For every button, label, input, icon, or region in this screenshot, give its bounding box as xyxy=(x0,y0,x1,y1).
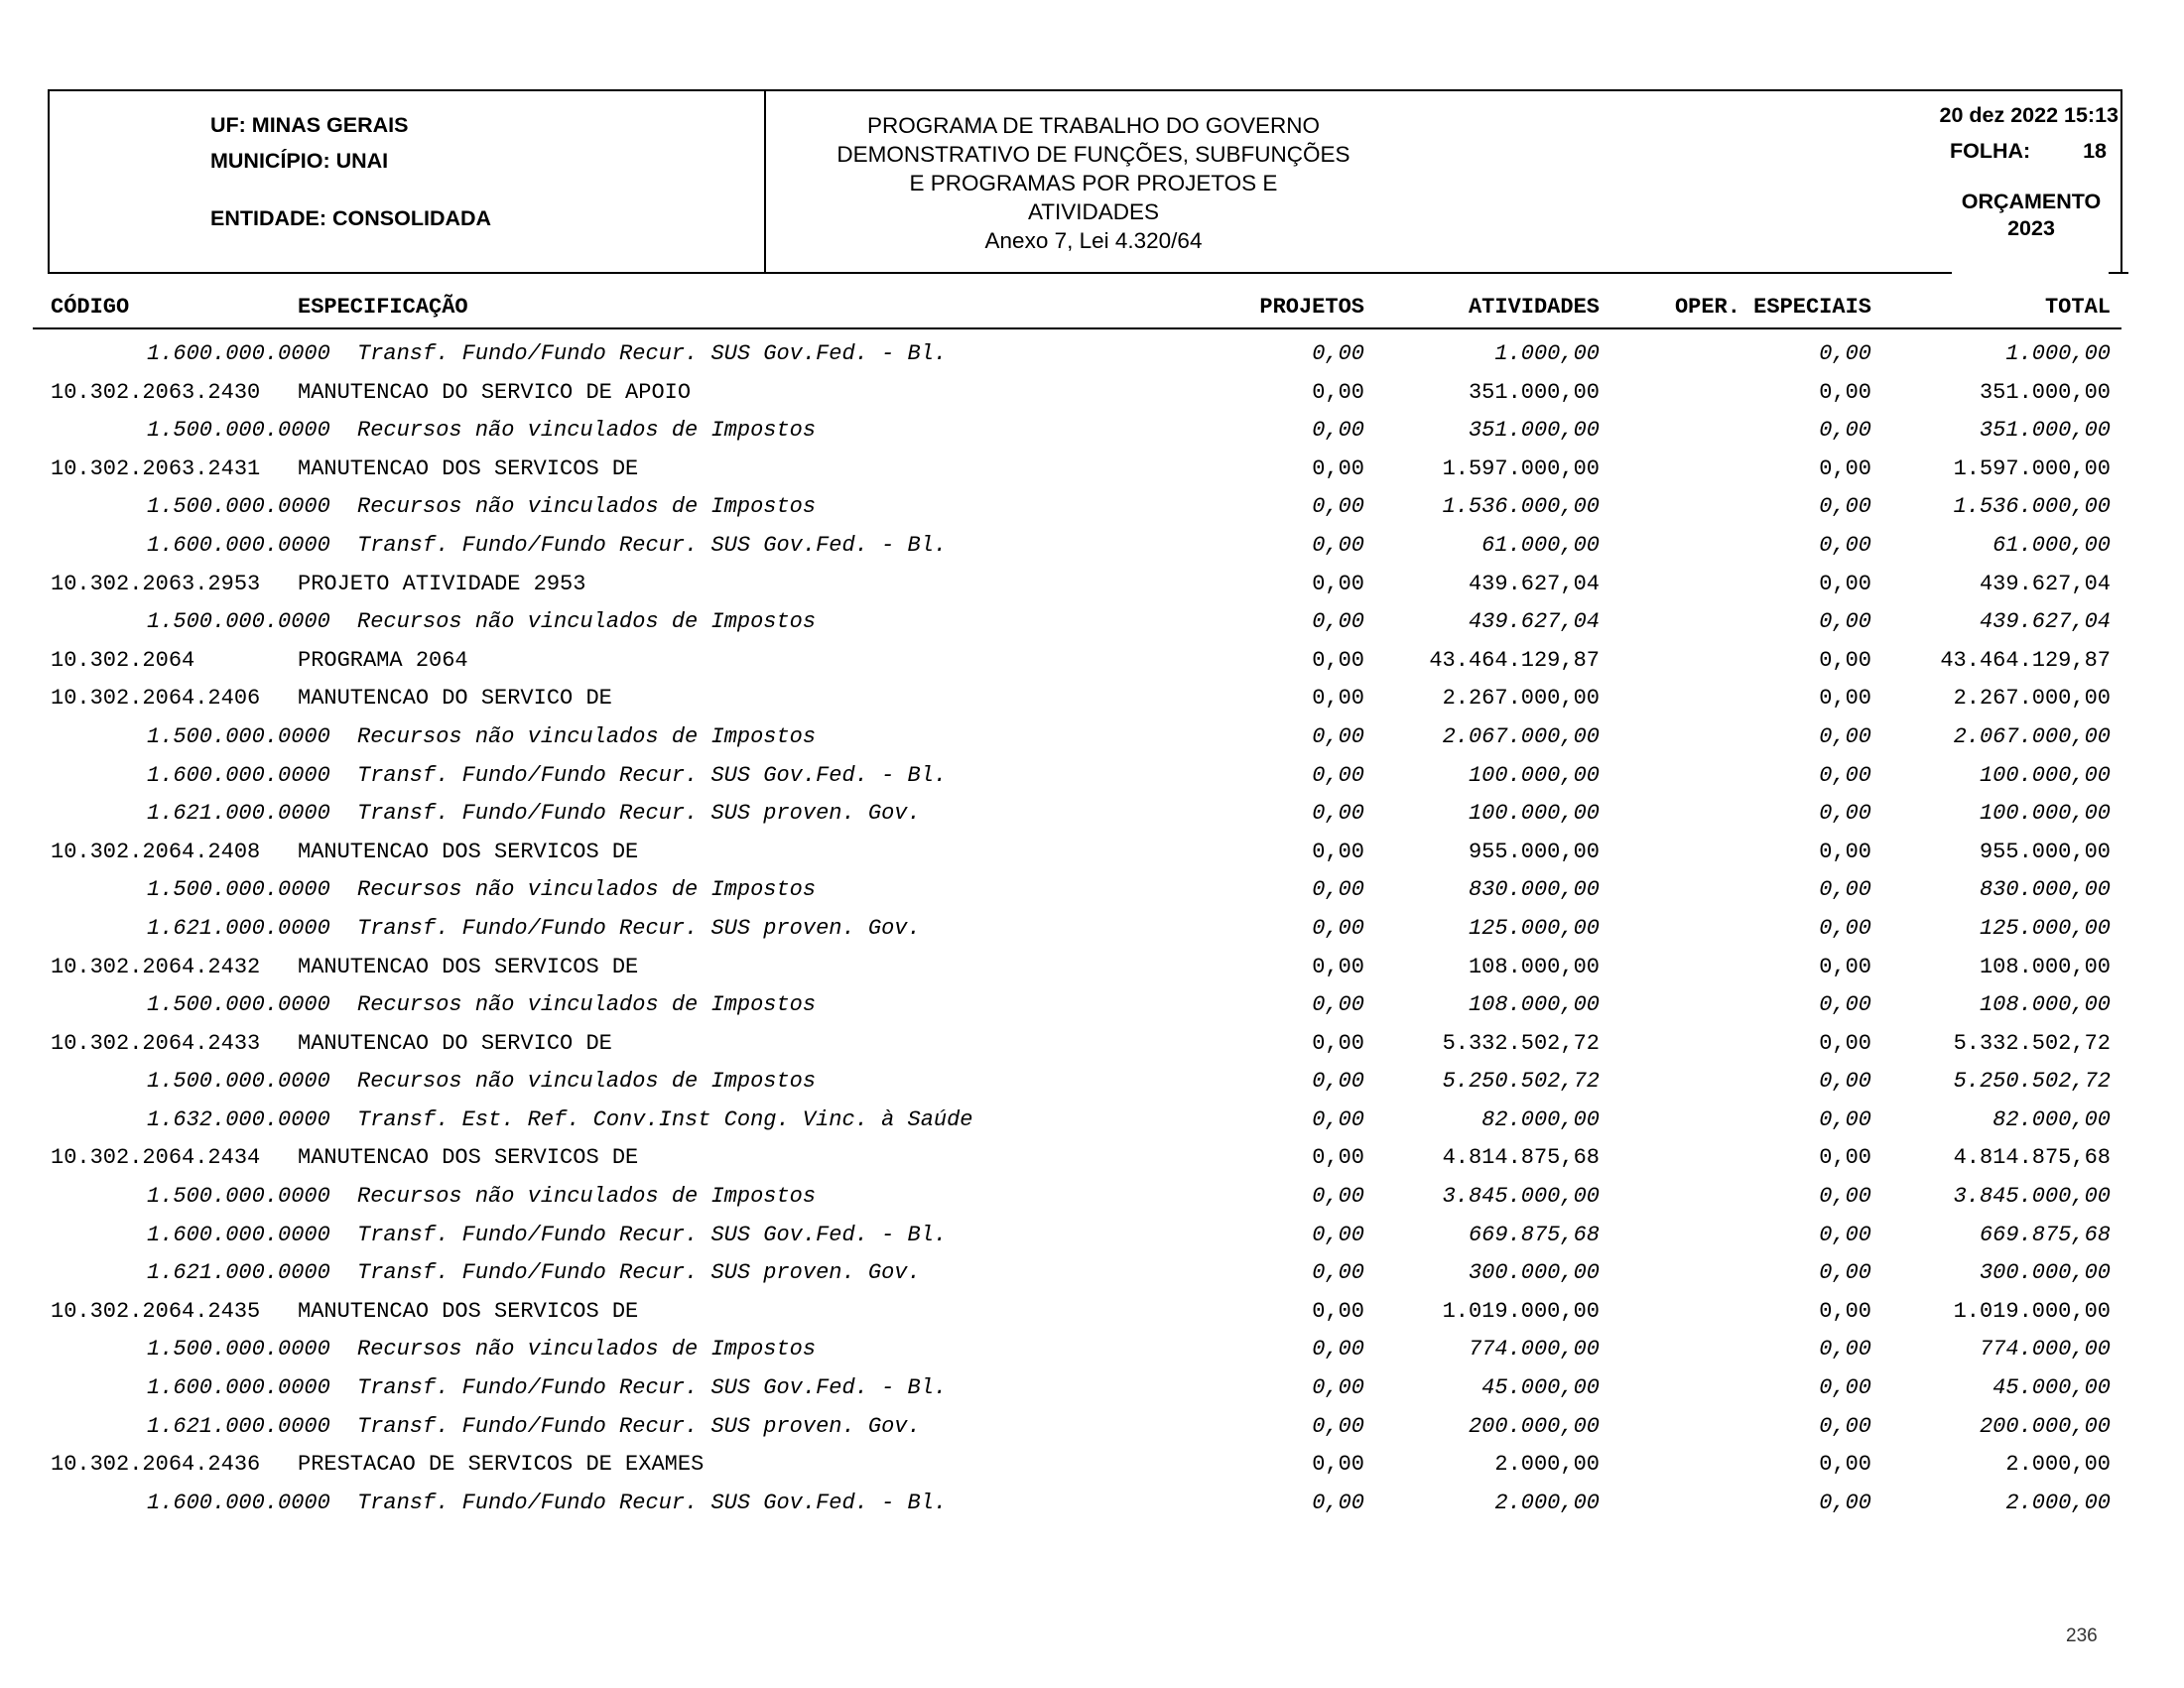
row-spec-cell xyxy=(33,1139,1141,1178)
table-row xyxy=(33,871,2121,910)
row-especificacao: Transf. Fundo/Fundo Recur. SUS Gov.Fed. - Bl. xyxy=(357,1375,948,1401)
row-especificacao: Transf. Fundo/Fundo Recur. SUS Gov.Fed. - Bl. xyxy=(357,1222,948,1247)
row-oper-especiais-value: 0,00 xyxy=(1819,609,1871,635)
row-spec-cell xyxy=(33,1025,1141,1064)
row-oper-especiais-value: 0,00 xyxy=(1819,1222,1871,1247)
row-spec-cell xyxy=(33,949,1141,987)
row-oper-especiais-value: 0,00 xyxy=(1819,1069,1871,1095)
row-oper-especiais-value: 0,00 xyxy=(1819,686,1871,712)
row-atividades-value: 1.536.000,00 xyxy=(1442,494,1600,520)
report-title xyxy=(766,111,1421,255)
row-projetos-value: 0,00 xyxy=(1312,877,1364,903)
row-spec-cell xyxy=(33,680,1141,718)
row-especificacao: MANUTENCAO DO SERVICO DE APOIO xyxy=(298,379,692,405)
table-row xyxy=(33,488,2121,527)
row-total-value: 955.000,00 xyxy=(1979,839,2111,864)
column-header-projetos: PROJETOS xyxy=(1259,295,1364,320)
row-projetos-value: 0,00 xyxy=(1312,1452,1364,1478)
row-oper-especiais-value: 0,00 xyxy=(1819,992,1871,1018)
entidade-label: ENTIDADE: CONSOLIDADA xyxy=(210,206,492,230)
row-total-value: 1.597.000,00 xyxy=(1953,455,2111,481)
row-atividades-value: 300.000,00 xyxy=(1468,1260,1600,1286)
table-row xyxy=(33,566,2121,604)
row-oper-especiais-value: 0,00 xyxy=(1819,954,1871,979)
table-header-row xyxy=(33,295,2121,329)
row-atividades-value: 2.000,00 xyxy=(1494,1452,1600,1478)
row-total-value: 1.019.000,00 xyxy=(1953,1298,2111,1324)
table-row xyxy=(33,986,2121,1025)
entity-info-block xyxy=(210,107,491,236)
row-oper-especiais-value: 0,00 xyxy=(1819,915,1871,941)
row-total-value: 100.000,00 xyxy=(1979,801,2111,827)
row-atividades-value: 125.000,00 xyxy=(1468,915,1600,941)
row-spec-cell xyxy=(33,335,1141,374)
report-title-line5: Anexo 7, Lei 4.320/64 xyxy=(984,228,1203,253)
row-projetos-value: 0,00 xyxy=(1312,609,1364,635)
row-oper-especiais-value: 0,00 xyxy=(1819,1106,1871,1132)
table-row xyxy=(33,1331,2121,1369)
row-total-value: 61.000,00 xyxy=(1992,532,2111,558)
report-title-line4: ATIVIDADES xyxy=(1027,199,1160,224)
row-especificacao: PRESTACAO DE SERVICOS DE EXAMES xyxy=(298,1452,705,1478)
row-total-value: 774.000,00 xyxy=(1979,1337,2111,1363)
row-code: 1.621.000.0000 xyxy=(147,1260,330,1286)
header-bottom-rule xyxy=(48,272,1952,274)
row-oper-especiais-value: 0,00 xyxy=(1819,1260,1871,1286)
row-atividades-value: 4.814.875,68 xyxy=(1442,1145,1600,1171)
row-projetos-value: 0,00 xyxy=(1312,647,1364,673)
row-atividades-value: 108.000,00 xyxy=(1468,954,1600,979)
row-projetos-value: 0,00 xyxy=(1312,532,1364,558)
row-total-value: 439.627,04 xyxy=(1979,609,2111,635)
row-code: 10.302.2064.2432 xyxy=(51,954,261,979)
row-spec-cell xyxy=(33,1293,1141,1332)
orcamento-block xyxy=(1947,189,2116,242)
row-atividades-value: 82.000,00 xyxy=(1481,1106,1600,1132)
row-projetos-value: 0,00 xyxy=(1312,954,1364,979)
row-spec-cell xyxy=(33,757,1141,796)
row-code: 1.600.000.0000 xyxy=(147,341,330,366)
row-atividades-value: 3.845.000,00 xyxy=(1442,1184,1600,1210)
row-oper-especiais-value: 0,00 xyxy=(1819,1337,1871,1363)
row-total-value: 45.000,00 xyxy=(1992,1375,2111,1401)
row-code: 1.632.000.0000 xyxy=(147,1106,330,1132)
page-number: 236 xyxy=(2066,1625,2098,1646)
row-atividades-value: 61.000,00 xyxy=(1481,532,1600,558)
row-oper-especiais-value: 0,00 xyxy=(1819,1413,1871,1439)
row-total-value: 43.464.129,87 xyxy=(1940,647,2111,673)
row-projetos-value: 0,00 xyxy=(1312,1030,1364,1056)
table-row xyxy=(33,412,2121,451)
row-code: 10.302.2063.2430 xyxy=(51,379,261,405)
row-atividades-value: 669.875,68 xyxy=(1468,1222,1600,1247)
row-oper-especiais-value: 0,00 xyxy=(1819,647,1871,673)
row-especificacao: Recursos não vinculados de Impostos xyxy=(357,1337,817,1363)
row-spec-cell xyxy=(33,1063,1141,1102)
row-spec-cell xyxy=(33,834,1141,872)
table-row xyxy=(33,1293,2121,1332)
row-code: 10.302.2064.2436 xyxy=(51,1452,261,1478)
column-header-atividades: ATIVIDADES xyxy=(1468,295,1600,320)
row-code: 10.302.2064.2406 xyxy=(51,686,261,712)
folha-row xyxy=(1950,139,2107,164)
row-total-value: 300.000,00 xyxy=(1979,1260,2111,1286)
row-oper-especiais-value: 0,00 xyxy=(1819,379,1871,405)
row-especificacao: MANUTENCAO DOS SERVICOS DE xyxy=(298,954,639,979)
row-total-value: 351.000,00 xyxy=(1979,418,2111,444)
table-row xyxy=(33,1217,2121,1255)
row-total-value: 1.536.000,00 xyxy=(1953,494,2111,520)
row-oper-especiais-value: 0,00 xyxy=(1819,801,1871,827)
row-total-value: 669.875,68 xyxy=(1979,1222,2111,1247)
row-code: 1.500.000.0000 xyxy=(147,609,330,635)
row-code: 1.600.000.0000 xyxy=(147,532,330,558)
row-oper-especiais-value: 0,00 xyxy=(1819,1298,1871,1324)
row-projetos-value: 0,00 xyxy=(1312,1490,1364,1515)
row-total-value: 5.332.502,72 xyxy=(1953,1030,2111,1056)
table-row xyxy=(33,1408,2121,1447)
row-atividades-value: 100.000,00 xyxy=(1468,762,1600,788)
row-atividades-value: 108.000,00 xyxy=(1468,992,1600,1018)
row-code: 10.302.2064 xyxy=(51,647,195,673)
row-especificacao: Recursos não vinculados de Impostos xyxy=(357,723,817,749)
row-total-value: 5.250.502,72 xyxy=(1953,1069,2111,1095)
table-row xyxy=(33,757,2121,796)
row-projetos-value: 0,00 xyxy=(1312,1260,1364,1286)
row-especificacao: Recursos não vinculados de Impostos xyxy=(357,609,817,635)
row-atividades-value: 45.000,00 xyxy=(1481,1375,1600,1401)
row-code: 1.600.000.0000 xyxy=(147,1490,330,1515)
row-especificacao: Recursos não vinculados de Impostos xyxy=(357,1069,817,1095)
row-spec-cell xyxy=(33,1408,1141,1447)
row-spec-cell xyxy=(33,527,1141,566)
table-row xyxy=(33,1446,2121,1485)
table-row xyxy=(33,1485,2121,1523)
row-especificacao: PROJETO ATIVIDADE 2953 xyxy=(298,571,586,596)
row-especificacao: MANUTENCAO DOS SERVICOS DE xyxy=(298,839,639,864)
row-atividades-value: 1.019.000,00 xyxy=(1442,1298,1600,1324)
row-projetos-value: 0,00 xyxy=(1312,1106,1364,1132)
row-oper-especiais-value: 0,00 xyxy=(1819,1452,1871,1478)
row-total-value: 4.814.875,68 xyxy=(1953,1145,2111,1171)
row-oper-especiais-value: 0,00 xyxy=(1819,418,1871,444)
row-especificacao: Transf. Fundo/Fundo Recur. SUS Gov.Fed. - Bl. xyxy=(357,341,948,366)
row-atividades-value: 43.464.129,87 xyxy=(1429,647,1600,673)
row-spec-cell xyxy=(33,603,1141,642)
row-projetos-value: 0,00 xyxy=(1312,1145,1364,1171)
row-especificacao: Recursos não vinculados de Impostos xyxy=(357,992,817,1018)
row-projetos-value: 0,00 xyxy=(1312,1413,1364,1439)
row-projetos-value: 0,00 xyxy=(1312,801,1364,827)
row-spec-cell xyxy=(33,1446,1141,1485)
budget-table xyxy=(33,295,2121,1522)
table-row xyxy=(33,335,2121,374)
row-total-value: 439.627,04 xyxy=(1979,571,2111,596)
row-atividades-value: 5.332.502,72 xyxy=(1442,1030,1600,1056)
row-total-value: 351.000,00 xyxy=(1979,379,2111,405)
row-especificacao: Recursos não vinculados de Impostos xyxy=(357,494,817,520)
row-total-value: 108.000,00 xyxy=(1979,954,2111,979)
row-oper-especiais-value: 0,00 xyxy=(1819,571,1871,596)
row-spec-cell xyxy=(33,910,1141,949)
row-spec-cell xyxy=(33,1369,1141,1408)
row-spec-cell xyxy=(33,986,1141,1025)
row-spec-cell xyxy=(33,374,1141,413)
row-projetos-value: 0,00 xyxy=(1312,379,1364,405)
row-especificacao: PROGRAMA 2064 xyxy=(298,647,468,673)
row-oper-especiais-value: 0,00 xyxy=(1819,1490,1871,1515)
table-row xyxy=(33,718,2121,757)
row-code: 1.600.000.0000 xyxy=(147,1375,330,1401)
column-header-especificacao: ESPECIFICAÇÃO xyxy=(298,295,468,320)
table-row xyxy=(33,949,2121,987)
row-atividades-value: 2.067.000,00 xyxy=(1442,723,1600,749)
row-code: 1.500.000.0000 xyxy=(147,992,330,1018)
row-projetos-value: 0,00 xyxy=(1312,494,1364,520)
row-spec-cell xyxy=(33,795,1141,834)
row-especificacao: MANUTENCAO DO SERVICO DE xyxy=(298,686,612,712)
table-body xyxy=(33,335,2121,1522)
row-code: 1.500.000.0000 xyxy=(147,723,330,749)
row-total-value: 2.067.000,00 xyxy=(1953,723,2111,749)
table-row xyxy=(33,374,2121,413)
row-oper-especiais-value: 0,00 xyxy=(1819,532,1871,558)
row-atividades-value: 100.000,00 xyxy=(1468,801,1600,827)
row-spec-cell xyxy=(33,566,1141,604)
header-bottom-rule-tick xyxy=(2109,272,2128,274)
row-especificacao: MANUTENCAO DOS SERVICOS DE xyxy=(298,1298,639,1324)
row-atividades-value: 439.627,04 xyxy=(1468,571,1600,596)
row-spec-cell xyxy=(33,718,1141,757)
report-header-box xyxy=(48,89,2122,274)
row-oper-especiais-value: 0,00 xyxy=(1819,1145,1871,1171)
row-projetos-value: 0,00 xyxy=(1312,341,1364,366)
row-oper-especiais-value: 0,00 xyxy=(1819,839,1871,864)
row-spec-cell xyxy=(33,1217,1141,1255)
row-oper-especiais-value: 0,00 xyxy=(1819,1375,1871,1401)
row-oper-especiais-value: 0,00 xyxy=(1819,877,1871,903)
table-header-left xyxy=(33,295,1141,320)
municipio-label: MUNICÍPIO: UNAI xyxy=(210,149,389,173)
row-spec-cell xyxy=(33,1178,1141,1217)
row-atividades-value: 774.000,00 xyxy=(1468,1337,1600,1363)
row-spec-cell xyxy=(33,1485,1141,1523)
report-title-line3: E PROGRAMAS POR PROJETOS E xyxy=(909,171,1278,195)
row-projetos-value: 0,00 xyxy=(1312,839,1364,864)
row-spec-cell xyxy=(33,1102,1141,1140)
row-code: 10.302.2063.2431 xyxy=(51,455,261,481)
table-row xyxy=(33,527,2121,566)
row-projetos-value: 0,00 xyxy=(1312,915,1364,941)
table-row xyxy=(33,451,2121,489)
print-datetime: 20 dez 2022 15:13 xyxy=(1939,103,2119,127)
row-projetos-value: 0,00 xyxy=(1312,418,1364,444)
folha-value: 18 xyxy=(2083,139,2107,163)
row-total-value: 82.000,00 xyxy=(1992,1106,2111,1132)
table-row xyxy=(33,834,2121,872)
table-row xyxy=(33,910,2121,949)
table-row xyxy=(33,680,2121,718)
row-atividades-value: 200.000,00 xyxy=(1468,1413,1600,1439)
row-spec-cell xyxy=(33,412,1141,451)
row-total-value: 3.845.000,00 xyxy=(1953,1184,2111,1210)
row-especificacao: MANUTENCAO DOS SERVICOS DE xyxy=(298,1145,639,1171)
row-especificacao: Transf. Fundo/Fundo Recur. SUS Gov.Fed. - Bl. xyxy=(357,1490,948,1515)
row-total-value: 2.000,00 xyxy=(2005,1452,2111,1478)
row-projetos-value: 0,00 xyxy=(1312,1337,1364,1363)
row-spec-cell xyxy=(33,871,1141,910)
orcamento-year: 2023 xyxy=(2007,216,2055,240)
row-projetos-value: 0,00 xyxy=(1312,455,1364,481)
row-spec-cell xyxy=(33,1254,1141,1293)
table-row xyxy=(33,1139,2121,1178)
table-row xyxy=(33,1178,2121,1217)
row-especificacao: Transf. Fundo/Fundo Recur. SUS proven. Gov. xyxy=(357,1260,921,1286)
row-projetos-value: 0,00 xyxy=(1312,1069,1364,1095)
row-especificacao: Transf. Fundo/Fundo Recur. SUS Gov.Fed. - Bl. xyxy=(357,532,948,558)
row-total-value: 1.000,00 xyxy=(2005,341,2111,366)
row-total-value: 100.000,00 xyxy=(1979,762,2111,788)
folha-label: FOLHA: xyxy=(1950,139,2031,163)
row-especificacao: MANUTENCAO DO SERVICO DE xyxy=(298,1030,612,1056)
row-projetos-value: 0,00 xyxy=(1312,1222,1364,1247)
row-code: 1.500.000.0000 xyxy=(147,877,330,903)
row-code: 10.302.2063.2953 xyxy=(51,571,261,596)
row-code: 1.500.000.0000 xyxy=(147,1184,330,1210)
row-especificacao: Transf. Fundo/Fundo Recur. SUS proven. Gov. xyxy=(357,801,921,827)
row-code: 1.500.000.0000 xyxy=(147,418,330,444)
row-projetos-value: 0,00 xyxy=(1312,1375,1364,1401)
table-row xyxy=(33,1102,2121,1140)
orcamento-label: ORÇAMENTO xyxy=(1961,190,2102,213)
row-spec-cell xyxy=(33,1331,1141,1369)
row-code: 10.302.2064.2408 xyxy=(51,839,261,864)
row-code: 1.621.000.0000 xyxy=(147,1413,330,1439)
row-especificacao: Transf. Fundo/Fundo Recur. SUS Gov.Fed. - Bl. xyxy=(357,762,948,788)
row-oper-especiais-value: 0,00 xyxy=(1819,1030,1871,1056)
table-row xyxy=(33,1369,2121,1408)
row-code: 1.600.000.0000 xyxy=(147,1222,330,1247)
row-total-value: 200.000,00 xyxy=(1979,1413,2111,1439)
row-oper-especiais-value: 0,00 xyxy=(1819,341,1871,366)
uf-label: UF: MINAS GERAIS xyxy=(210,113,409,137)
row-atividades-value: 2.000,00 xyxy=(1494,1490,1600,1515)
row-atividades-value: 351.000,00 xyxy=(1468,379,1600,405)
row-code: 1.600.000.0000 xyxy=(147,762,330,788)
row-total-value: 125.000,00 xyxy=(1979,915,2111,941)
row-especificacao: Recursos não vinculados de Impostos xyxy=(357,877,817,903)
row-projetos-value: 0,00 xyxy=(1312,992,1364,1018)
row-spec-cell xyxy=(33,642,1141,681)
column-header-oper-especiais: OPER. ESPECIAIS xyxy=(1674,295,1871,320)
row-code: 10.302.2064.2434 xyxy=(51,1145,261,1171)
row-projetos-value: 0,00 xyxy=(1312,1184,1364,1210)
report-title-line1: PROGRAMA DE TRABALHO DO GOVERNO xyxy=(867,113,1320,138)
row-projetos-value: 0,00 xyxy=(1312,1298,1364,1324)
row-spec-cell xyxy=(33,451,1141,489)
table-row xyxy=(33,642,2121,681)
row-total-value: 2.000,00 xyxy=(2005,1490,2111,1515)
row-atividades-value: 439.627,04 xyxy=(1468,609,1600,635)
table-row xyxy=(33,1025,2121,1064)
column-header-total: TOTAL xyxy=(2044,295,2111,320)
row-atividades-value: 1.000,00 xyxy=(1494,341,1600,366)
row-oper-especiais-value: 0,00 xyxy=(1819,1184,1871,1210)
row-total-value: 108.000,00 xyxy=(1979,992,2111,1018)
table-row xyxy=(33,603,2121,642)
row-atividades-value: 351.000,00 xyxy=(1468,418,1600,444)
row-especificacao: Transf. Fundo/Fundo Recur. SUS proven. Gov. xyxy=(357,915,921,941)
row-projetos-value: 0,00 xyxy=(1312,762,1364,788)
row-atividades-value: 955.000,00 xyxy=(1468,839,1600,864)
row-especificacao: MANUTENCAO DOS SERVICOS DE xyxy=(298,455,639,481)
row-atividades-value: 1.597.000,00 xyxy=(1442,455,1600,481)
spacer xyxy=(210,179,491,200)
row-especificacao: Transf. Fundo/Fundo Recur. SUS proven. Gov. xyxy=(357,1413,921,1439)
row-oper-especiais-value: 0,00 xyxy=(1819,455,1871,481)
row-especificacao: Transf. Est. Ref. Conv.Inst Cong. Vinc. à Saúde xyxy=(357,1106,973,1132)
row-code: 1.500.000.0000 xyxy=(147,1069,330,1095)
row-code: 1.500.000.0000 xyxy=(147,1337,330,1363)
row-atividades-value: 2.267.000,00 xyxy=(1442,686,1600,712)
row-spec-cell xyxy=(33,488,1141,527)
table-row xyxy=(33,1254,2121,1293)
row-total-value: 2.267.000,00 xyxy=(1953,686,2111,712)
row-atividades-value: 830.000,00 xyxy=(1468,877,1600,903)
row-atividades-value: 5.250.502,72 xyxy=(1442,1069,1600,1095)
row-oper-especiais-value: 0,00 xyxy=(1819,723,1871,749)
row-code: 1.621.000.0000 xyxy=(147,915,330,941)
row-code: 1.500.000.0000 xyxy=(147,494,330,520)
column-header-codigo: CÓDIGO xyxy=(51,295,130,320)
row-especificacao: Recursos não vinculados de Impostos xyxy=(357,418,817,444)
row-oper-especiais-value: 0,00 xyxy=(1819,494,1871,520)
table-row xyxy=(33,795,2121,834)
row-code: 10.302.2064.2433 xyxy=(51,1030,261,1056)
row-projetos-value: 0,00 xyxy=(1312,571,1364,596)
row-total-value: 830.000,00 xyxy=(1979,877,2111,903)
row-projetos-value: 0,00 xyxy=(1312,723,1364,749)
report-title-line2: DEMONSTRATIVO DE FUNÇÕES, SUBFUNÇÕES xyxy=(836,142,1350,167)
row-code: 10.302.2064.2435 xyxy=(51,1298,261,1324)
row-code: 1.621.000.0000 xyxy=(147,801,330,827)
table-row xyxy=(33,1063,2121,1102)
row-oper-especiais-value: 0,00 xyxy=(1819,762,1871,788)
row-especificacao: Recursos não vinculados de Impostos xyxy=(357,1184,817,1210)
row-projetos-value: 0,00 xyxy=(1312,686,1364,712)
